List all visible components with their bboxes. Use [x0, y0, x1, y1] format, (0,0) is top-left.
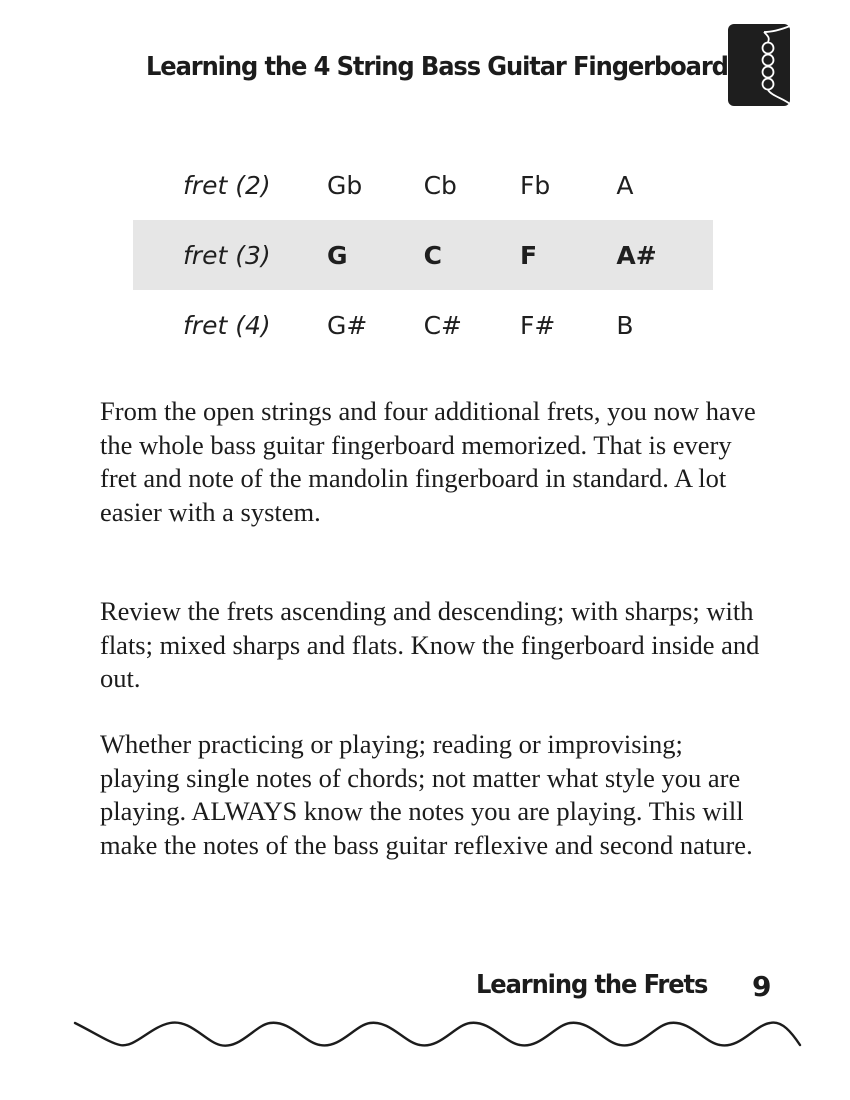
fret-label: fret (4): [183, 310, 271, 340]
note-cell: G: [326, 240, 348, 270]
bass-headstock-icon: [728, 24, 790, 106]
note-cell: C#: [423, 310, 462, 340]
footer-section-title: Learning the Frets: [476, 970, 708, 1000]
note-cell: F: [520, 240, 538, 270]
fret-row-highlighted: [133, 220, 713, 290]
note-cell: C: [423, 240, 442, 270]
fret-label: fret (3): [183, 240, 271, 270]
wavy-line-divider: [70, 1015, 805, 1055]
fret-row: [133, 290, 713, 360]
page-header-title: Learning the 4 String Bass Guitar Fingerboard: [146, 52, 728, 82]
note-cell: G#: [326, 310, 368, 340]
note-cell: F#: [520, 310, 556, 340]
fret-notes-table: [133, 150, 713, 360]
body-paragraph: Whether practicing or playing; reading or improvising; playing single notes of chords; not matter what style you are playing. ALWAYS know the notes you are playing. This will make the notes of the bass guitar reflexive and second nature.: [100, 729, 753, 860]
body-paragraph: From the open strings and four additional frets, you now have the whole bass guitar fingerboard memorized. That is every fret and note of the mandolin fingerboard in standard. A lot easier with a system.: [100, 396, 756, 527]
fret-label: fret (2): [183, 170, 271, 200]
body-paragraph: Review the frets ascending and descending; with sharps; with flats; mixed sharps and flats. Know the fingerboard inside and out.: [100, 596, 760, 693]
note-cell: A: [616, 170, 634, 200]
fret-row: [133, 150, 713, 220]
page-number: 9: [752, 970, 772, 1003]
note-cell: Fb: [520, 170, 551, 200]
note-cell: B: [616, 310, 634, 340]
note-cell: Gb: [326, 170, 363, 200]
note-cell: Cb: [423, 170, 457, 200]
note-cell: A#: [616, 240, 657, 270]
